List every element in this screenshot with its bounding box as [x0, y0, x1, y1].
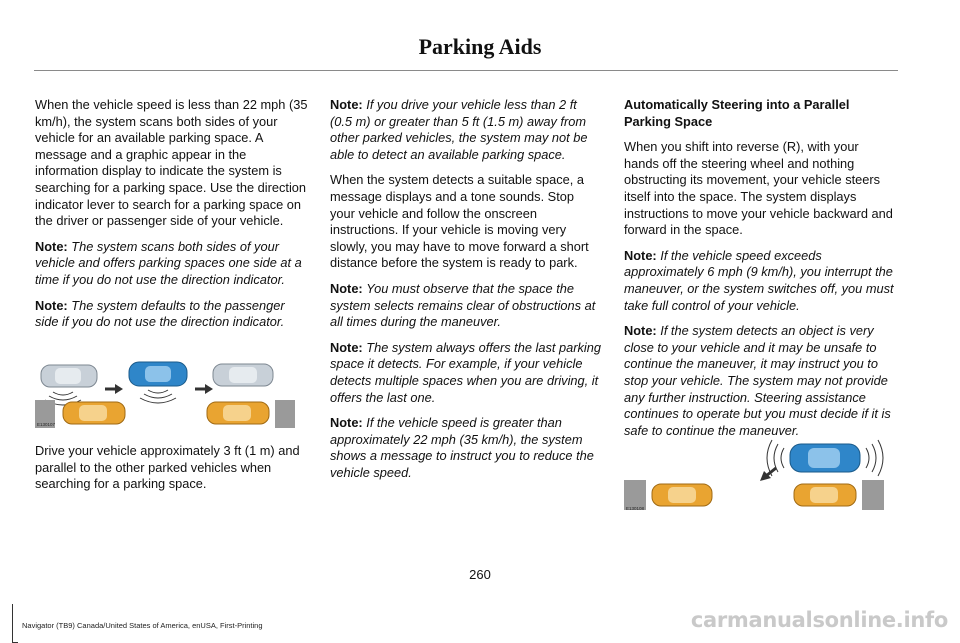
- note: [624, 248, 896, 314]
- searching-car-blue: [129, 362, 187, 386]
- parked-car-left-top: [41, 365, 97, 387]
- note-text: If the vehicle speed exceeds approximately 6 mph (9 km/h), you interrupt the maneuver, or the system switches off, you must take full control of your vehicle.: [624, 247, 894, 313]
- searching-car-left: [63, 402, 125, 424]
- auto-steering-illustration: [624, 438, 886, 514]
- note-text: The system always offers the last parking space it detects. For example, if your vehicle detects multiple spaces when you are driving, it offers the last one.: [330, 339, 601, 405]
- note-label: Note:: [35, 297, 68, 313]
- footer-text: Navigator (TB9) Canada/United States of America, enUSA, First-Printing: [22, 621, 263, 630]
- parked-car-right-top: [213, 364, 273, 386]
- note-label: Note:: [330, 280, 363, 296]
- parked-car-right-bottom: [207, 402, 269, 424]
- figure-code: E130108: [626, 506, 645, 511]
- parked-car-rear: [794, 484, 856, 506]
- note: [330, 281, 602, 331]
- note: [624, 323, 896, 439]
- note-text: If you drive your vehicle less than 2 ft (0.5 m) or greater than 5 ft (1.5 m) away from other parked vehicles, the system may not be able to detect an available parking space.: [330, 97, 588, 162]
- note-text: You must observe that the space the system selects remains clear of obstructions at all times during the maneuver.: [330, 280, 596, 330]
- note: [330, 340, 602, 406]
- column-1: [35, 97, 308, 340]
- paragraph: When the system detects a suitable space, a message displays and a tone sounds. Stop your vehicle and follow the onscreen instructions. If your vehicle is moving very slowly, you may have to move forward a short distance before the system is ready to park.: [330, 172, 589, 271]
- note-label: Note:: [330, 339, 363, 355]
- paragraph: Drive your vehicle approximately 3 ft (1 m) and parallel to the other parked vehicles when searching for a parking space.: [35, 443, 300, 492]
- column-2: [330, 97, 602, 490]
- note: [35, 298, 308, 331]
- parking-search-illustration: [35, 356, 297, 430]
- watermark: carmanualsonline.info: [690, 608, 948, 632]
- figure-auto-steering: [624, 438, 886, 514]
- note: [330, 415, 602, 481]
- column-1-after-figure: [35, 443, 308, 502]
- steering-car-blue: [790, 444, 860, 472]
- note: [330, 97, 602, 163]
- note-text: If the system detects an object is very close to your vehicle and it may be unsafe to continue the maneuver, it may instruct you to stop your vehicle. The system may not provide any further instruction. Steering assistance continues to operate but you must decide if it is safe to continue the maneuver.: [624, 323, 891, 438]
- page-header: Parking Aids: [418, 34, 542, 59]
- parked-car-front: [652, 484, 712, 506]
- section-heading: Automatically Steering into a Parallel Parking Space: [624, 97, 850, 129]
- paragraph: When the vehicle speed is less than 22 mph (35 km/h), the system scans both sides of your vehicle for an available parking space. A message and a graphic appear in the information display to indicate the system is searching for a parking space. Use the direction indicator lever to search for a parking space on the driver or passenger side of your vehicle.: [35, 97, 308, 229]
- paragraph: When you shift into reverse (R), with your hands off the steering wheel and nothing obstructing its movement, your vehicle steers itself into the space. The system displays instructions to move your vehicle backward and forward in the space.: [624, 139, 893, 238]
- column-3: [624, 97, 896, 448]
- note-label: Note:: [330, 415, 363, 431]
- page-number: 260: [469, 567, 491, 582]
- header-rule: [34, 70, 898, 71]
- note: [35, 239, 308, 289]
- note-text: The system scans both sides of your vehicle and offers parking spaces one side at a time if you do not use the direction indicator.: [35, 238, 302, 287]
- note-label: Note:: [624, 247, 657, 263]
- note-label: Note:: [330, 97, 363, 112]
- note-text: If the vehicle speed is greater than approximately 22 mph (35 km/h), the system shows a message to instruct you to reduce the vehicle speed.: [330, 415, 594, 480]
- note-label: Note:: [35, 238, 68, 254]
- note-text: The system defaults to the passenger side if you do not use the direction indicator.: [35, 297, 285, 330]
- crop-mark: [12, 604, 13, 643]
- note-label: Note:: [624, 323, 657, 339]
- figure-parking-search: [35, 356, 297, 430]
- figure-code: E130107: [37, 422, 56, 427]
